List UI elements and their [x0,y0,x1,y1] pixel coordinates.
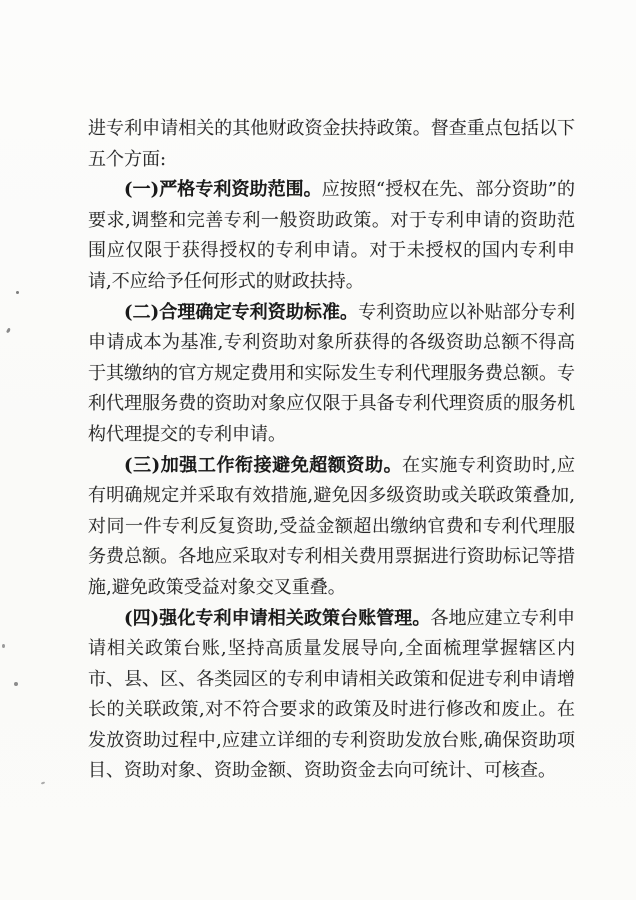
section-2-body: 专利资助应以补贴部分专利申请成本为基准,专利资助对象所获得的各级资助总额不得高于其缴纳的官方规定费用和实际发生专利代理服务费总额。专利代理服务费的资助对象应仅限于具备专利代理资质的服务机构代理提交的专利申请。 [88,301,575,445]
document-text-block [88,114,575,787]
section-4-body: 各地应建立专利申请相关政策台账,坚持高质量发展导向,全面梳理掌握辖区内市、县、区、各类园区的专利申请相关政策和促进专利申请增长的关联政策,对不符合要求的政策及时进行修改和废止。在发放资助过程中,应建立详细的专利资助发放台账,确保资助项目、资助对象、资助金额、资助资金去向可统计、可核查。 [88,607,575,782]
scan-speck [16,291,19,294]
paragraph-intro-text: 进专利申请相关的其他财政资金扶持政策。督查重点包括以下五个方面: [88,118,575,170]
paragraph-section-3 [88,451,575,604]
section-4-heading: (四)强化专利申请相关政策台账管理。 [124,607,431,629]
section-1-body: 应按照“授权在先、部分资助”的要求,调整和完善专利一般资助政策。对于专利申请的资助范围应仅限于获得授权的专利申请。对于未授权的国内专利申请,不应给予任何形式的财政扶持。 [88,179,575,292]
scan-speck [14,682,18,686]
section-3-heading: (三)加强工作衔接避免超额资助。 [124,454,403,476]
paragraph-section-4 [88,604,575,788]
paragraph-section-2 [88,298,575,451]
paragraph-intro [88,114,575,175]
scan-speck [6,328,11,334]
scan-speck [41,781,45,784]
section-2-heading: (二)合理确定专利资助标准。 [124,301,359,323]
scan-speck [2,644,5,648]
section-1-heading: (一)严格专利资助范围。 [124,179,322,201]
paragraph-section-1 [88,175,575,297]
section-3-body: 在实施专利资助时,应有明确规定并采取有效措施,避免因多级资助或关联政策叠加,对同一件专利反复资助,受益金额超出缴纳官费和专利代理服务费总额。各地应采取对专利相关费用票据进行资助标记等措施,避免政策受益对象交叉重叠。 [88,454,575,598]
